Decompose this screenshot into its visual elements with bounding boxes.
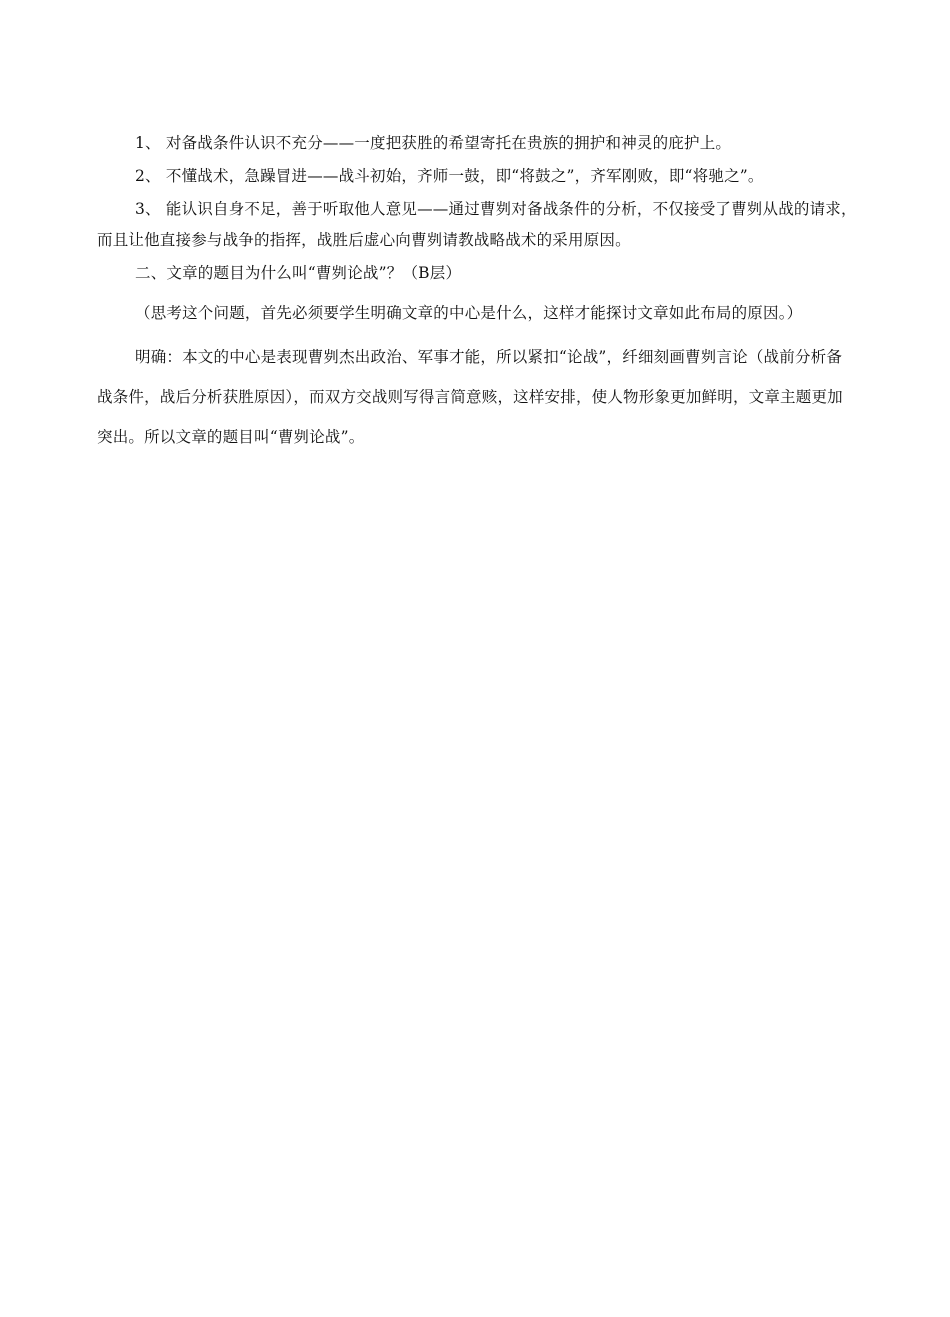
paragraph-thinking-note: （思考这个问题，首先必须要学生明确文章的中心是什么，这样才能探讨文章如此布局的原因。） xyxy=(135,304,803,322)
section-question-title: 二、文章的题目为什么叫“曹刿论战”？（B层） xyxy=(135,264,462,282)
paragraph-point-2: 2、 不懂战术，急躁冒进——战斗初始，齐师一鼓，即“将鼓之”，齐军刚败，即“将驰之”。 xyxy=(135,167,764,185)
paragraph-point-1: 1、 对备战条件认识不充分——一度把获胜的希望寄托在贵族的拥护和神灵的庇护上。 xyxy=(135,134,732,152)
document-body xyxy=(97,128,857,457)
paragraph-answer: 明确：本文的中心是表现曹刿杰出政治、军事才能，所以紧扣“论战”，纤细刻画曹刿言论（战前分析备战条件，战后分析获胜原因），而双方交战则写得言简意赅，这样安排，使人物形象更加鲜明，文章主题更加突出。所以文章的题目叫“曹刿论战”。 xyxy=(97,348,843,446)
paragraph-point-3: 3、 能认识自身不足，善于听取他人意见——通过曹刿对备战条件的分析，不仅接受了曹刿从战的请求，而且让他直接参与战争的指挥，战胜后虚心向曹刿请教战略战术的采用原因。 xyxy=(97,200,857,249)
